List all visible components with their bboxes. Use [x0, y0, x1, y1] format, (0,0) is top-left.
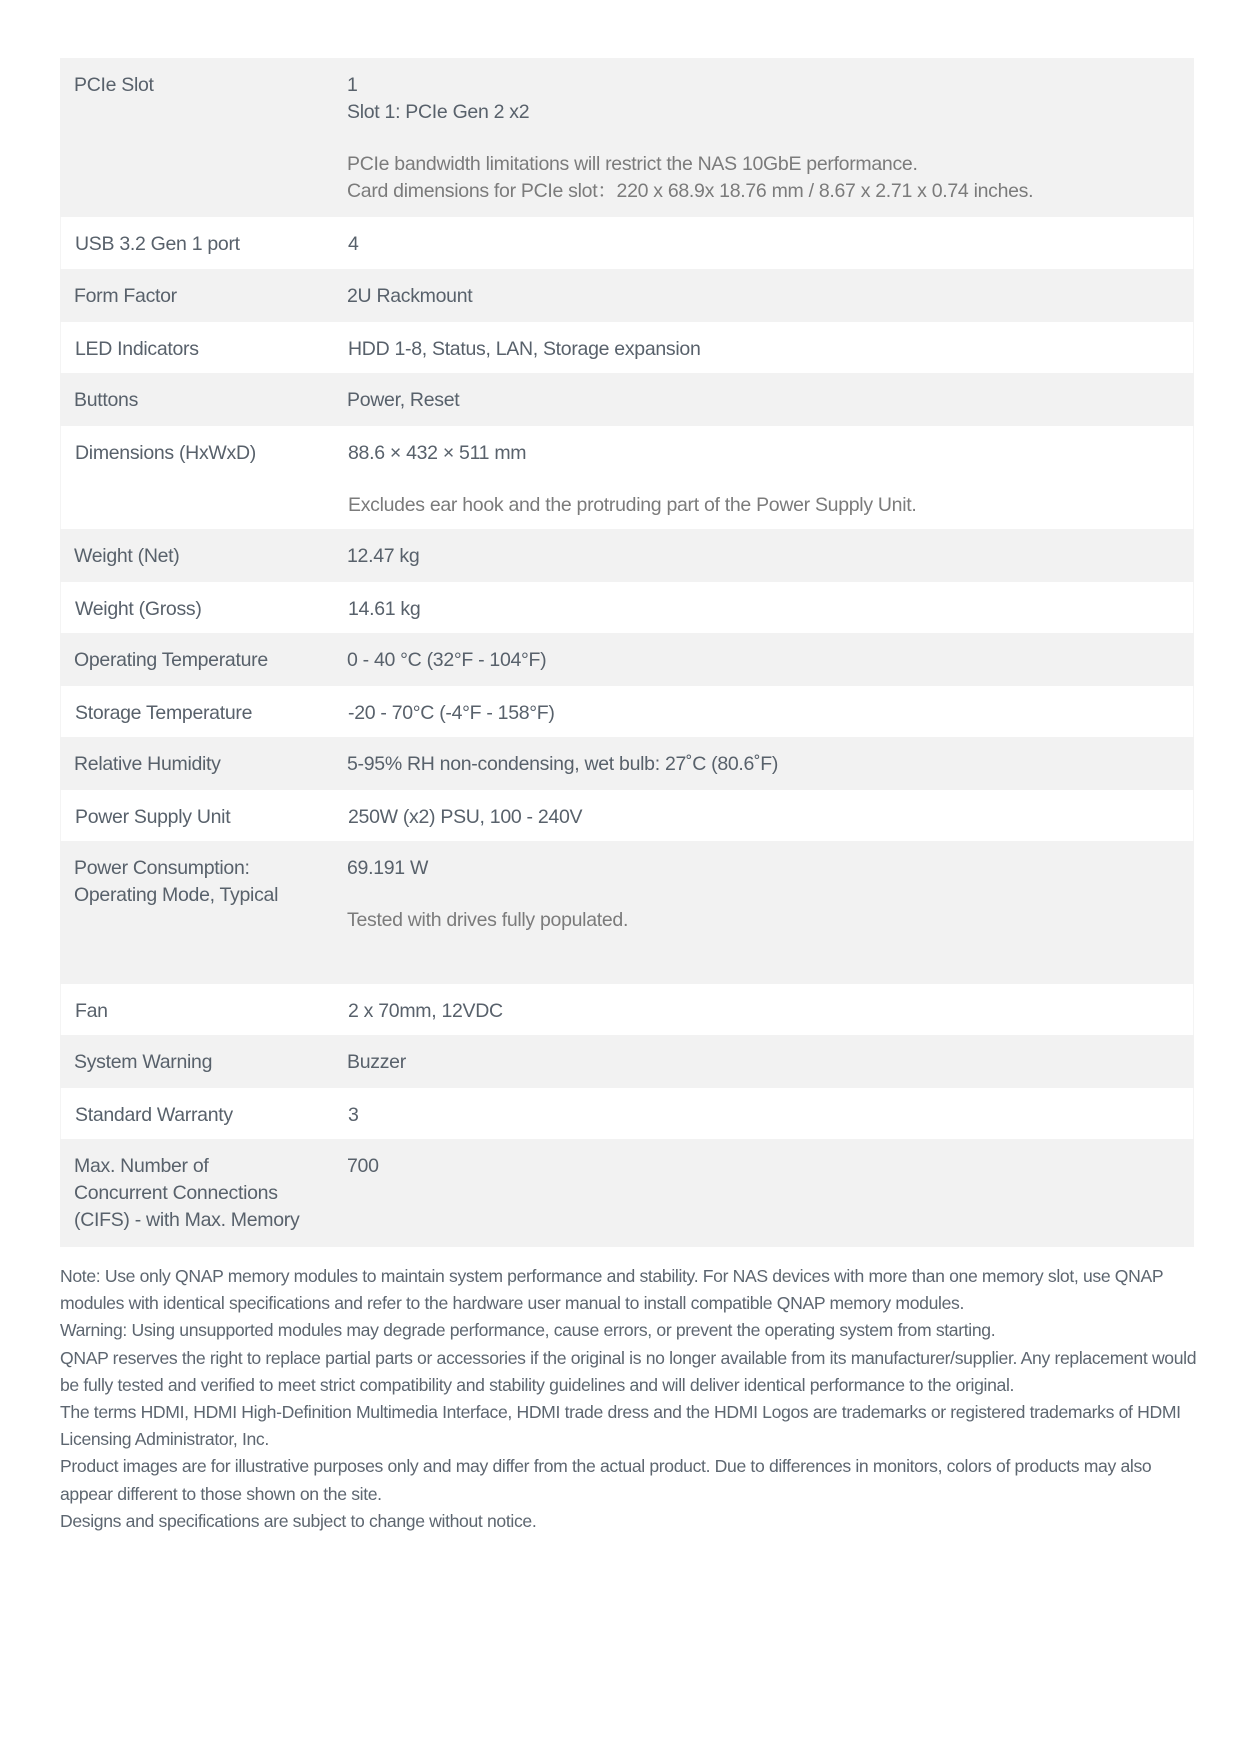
spec-value-line: Slot 1: PCIe Gen 2 x2 — [347, 101, 530, 123]
spec-row — [60, 58, 1194, 217]
spec-value-line: 0 - 40 °C (32°F - 104°F) — [347, 649, 547, 671]
spec-value — [347, 633, 1194, 686]
spec-value-line: -20 - 70°C (-4°F - 158°F) — [348, 702, 555, 724]
spec-value — [348, 790, 1193, 841]
spec-value-line: Power, Reset — [347, 389, 460, 411]
spec-label-line: Power Consumption: — [74, 857, 250, 879]
spec-label: Standard Warranty — [75, 1104, 233, 1126]
spec-value-line: 4 — [348, 233, 359, 255]
spec-label: Form Factor — [74, 285, 177, 307]
spec-value — [347, 529, 1194, 582]
spec-value — [347, 737, 1194, 790]
spec-label — [60, 1139, 347, 1247]
spec-value — [348, 686, 1193, 737]
spec-row — [60, 686, 1194, 737]
spec-value-line: 700 — [347, 1155, 379, 1177]
spec-row — [60, 737, 1194, 790]
spacer — [347, 126, 1194, 151]
spec-label — [60, 841, 347, 984]
spec-row — [60, 426, 1194, 529]
spec-value-line: HDD 1-8, Status, LAN, Storage expansion — [348, 338, 701, 360]
spec-label-line: Concurrent Connections — [74, 1182, 278, 1204]
spec-label: Dimensions (HxWxD) — [75, 442, 256, 464]
spec-row — [60, 1035, 1194, 1088]
footnote: Warning: Using unsupported modules may degrade performance, cause errors, or prevent the operating system from starting. — [60, 1320, 996, 1341]
spec-row — [60, 1139, 1194, 1247]
spec-value-line: 250W (x2) PSU, 100 - 240V — [348, 806, 583, 828]
spec-value — [347, 58, 1194, 217]
spec-row — [60, 790, 1194, 841]
spec-value — [347, 1139, 1194, 1247]
spec-value-line: 5-95% RH non-condensing, wet bulb: 27˚C (80.6˚F) — [347, 753, 779, 775]
footnote: QNAP reserves the right to replace partial parts or accessories if the original is no longer available from its manufacturer/supplier. Any replacement would be fully tested and verified to meet strict compatibility and stability guidelines and will deliver identical performance to the original. — [60, 1347, 1197, 1395]
spec-label: USB 3.2 Gen 1 port — [75, 233, 240, 255]
spec-label: Weight (Gross) — [75, 598, 202, 620]
spec-label: PCIe Slot — [74, 74, 154, 96]
spec-value-line: 88.6 × 432 × 511 mm — [348, 442, 527, 464]
spacer — [347, 882, 1194, 907]
spec-value — [348, 1088, 1193, 1139]
spec-note: PCIe bandwidth limitations will restrict the NAS 10GbE performance. — [347, 153, 918, 175]
spec-label: LED Indicators — [75, 338, 199, 360]
spec-row — [60, 217, 1194, 269]
spec-label-line: (CIFS) - with Max. Memory — [74, 1209, 300, 1231]
footnote: Note: Use only QNAP memory modules to maintain system performance and stability. For NAS devices with more than one memory slot, use QNAP modules with identical specifications and refer to the hardware user manual to install compatible QNAP memory modules. — [60, 1266, 1163, 1314]
spec-value — [348, 217, 1193, 269]
spec-note: Excludes ear hook and the protruding part of the Power Supply Unit. — [348, 494, 917, 516]
spec-row — [60, 269, 1194, 322]
footnote: The terms HDMI, HDMI High-Definition Multimedia Interface, HDMI trade dress and the HDMI Logos are trademarks or registered trademarks of HDMI Licensing Administrator, Inc. — [60, 1402, 1181, 1450]
spec-value-line: 2U Rackmount — [347, 285, 473, 307]
spec-label: Operating Temperature — [74, 649, 268, 671]
footnotes — [60, 1263, 1200, 1535]
spec-row — [60, 1088, 1194, 1139]
spec-note: Tested with drives fully populated. — [347, 909, 629, 931]
spec-table — [60, 58, 1194, 1247]
spec-label: Weight (Net) — [74, 545, 180, 567]
spec-value-line: 2 x 70mm, 12VDC — [348, 1000, 503, 1022]
spec-value-line: 1 — [347, 74, 358, 96]
spec-value — [348, 426, 1193, 529]
spec-row — [60, 841, 1194, 984]
spec-row — [60, 984, 1194, 1035]
spec-label: Power Supply Unit — [75, 806, 231, 828]
spec-row — [60, 582, 1194, 633]
spec-label: System Warning — [74, 1051, 213, 1073]
spec-value-line: 12.47 kg — [347, 545, 420, 567]
spec-label-line: Operating Mode, Typical — [74, 884, 279, 906]
spec-row — [60, 633, 1194, 686]
spacer — [348, 467, 1193, 492]
footnote: Product images are for illustrative purposes only and may differ from the actual product. Due to differences in monitors, colors of products may also appear different to those shown on the site. — [60, 1456, 1152, 1504]
spec-value — [348, 322, 1193, 373]
spec-row — [60, 529, 1194, 582]
spec-label: Relative Humidity — [74, 753, 221, 775]
spec-row — [60, 373, 1194, 426]
spec-label: Storage Temperature — [75, 702, 253, 724]
spec-value — [347, 1035, 1194, 1088]
spec-value — [347, 373, 1194, 426]
spec-value-line: 69.191 W — [347, 857, 429, 879]
spec-row — [60, 322, 1194, 373]
spec-note: Card dimensions for PCIe slot：220 x 68.9x 18.76 mm / 8.67 x 2.71 x 0.74 inches. — [347, 180, 1034, 202]
spec-value — [347, 841, 1194, 984]
spec-label: Buttons — [74, 389, 139, 411]
spec-value-line: Buzzer — [347, 1051, 406, 1073]
footnote: Designs and specifications are subject to change without notice. — [60, 1510, 537, 1531]
spec-label: Fan — [75, 1000, 108, 1022]
spec-value-line: 14.61 kg — [348, 598, 421, 620]
spec-value — [347, 269, 1194, 322]
spec-value-line: 3 — [348, 1104, 359, 1126]
spec-value — [348, 984, 1193, 1035]
spec-label-line: Max. Number of — [74, 1155, 209, 1177]
spec-value — [348, 582, 1193, 633]
